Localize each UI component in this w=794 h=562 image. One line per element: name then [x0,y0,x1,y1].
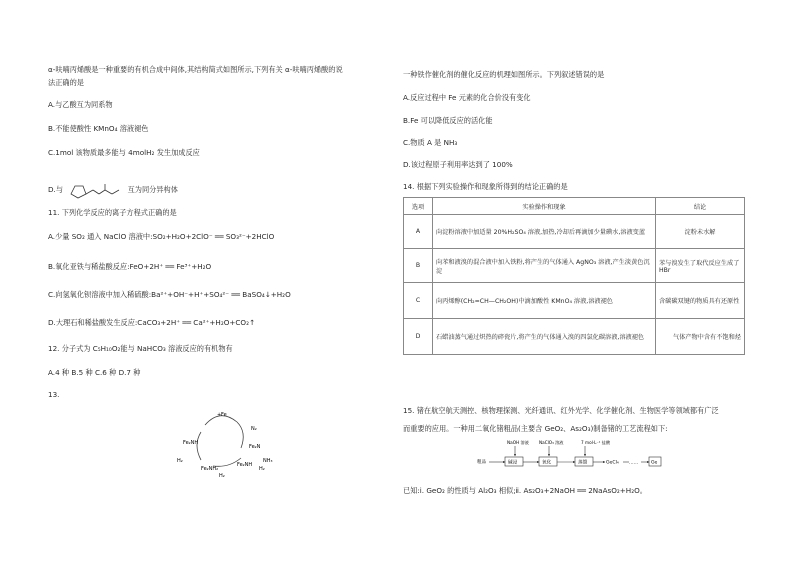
table-cell-operation: 石蜡油蒸气通过炽热的碎瓷片,将产生的气体通入溴的四氯化碳溶液,溶液褪色 [433,319,656,355]
table-header-operation: 实验操作和现象 [433,198,656,215]
cycle-n2-label: N₂ [251,426,257,432]
flow-end-ge: Ge [651,460,658,466]
cycle-bottom-mid-label: Fe₂NH₂ [201,466,219,472]
cycle-right-upper-label: Fe₂N [249,444,261,450]
q10-stem-line2: 法正确的是 [48,78,84,87]
q13-stem: 一种铁作催化剂的催化反应的机理如图所示。下列叙述错误的是 [403,70,605,79]
table-cell-option: A [404,215,433,249]
cycle-left-upper-label: Fe₂NH [183,440,199,446]
table-cell-conclusion: 含碳碳双键的物质具有还原性 [656,283,745,319]
flow-step-distillation: 蒸馏 [578,460,588,466]
q13-option-b: B.Fe 可以降低反应的活化能 [403,116,493,125]
cycle-nh3-label: NH₃ [263,458,273,464]
cycle-top-prefix: + [217,412,222,418]
q12-options: A.4 种 B.5 种 C.6 种 D.7 种 [48,368,141,377]
q11-stem: 11. 下列化学反应的离子方程式正确的是 [48,208,177,217]
table-cell-option: D [404,319,433,355]
flow-product-gecl4: GeCl₄ [606,460,619,466]
cycle-arc-right [237,422,243,448]
cycle-bottom-right-label: Fe₂NH [237,462,253,468]
table-row [404,319,745,355]
table-row [404,283,745,319]
table-cell-operation: 向丙烯醇(CH₂=CH—CH₂OH)中滴加酸性 KMnO₄ 溶液,溶液褪色 [433,283,656,319]
flow-reagent-naclo3: NaClO₃ 溶液 [539,440,564,445]
process-flow-diagram [473,438,673,474]
flow-start: 粗品 [477,460,487,465]
q13-option-c: C.物质 A 是 NH₃ [403,138,458,147]
cycle-h2-left-label: H₂ [177,458,183,464]
table-header-conclusion: 结论 [656,198,745,215]
table-cell-conclusion: 苯与溴发生了取代反应生成了 HBr [656,249,745,283]
table-cell-conclusion: 淀粉未水解 [656,215,745,249]
experiment-table [403,197,745,355]
table-cell-option: C [404,283,433,319]
q11-option-d: D.大理石和稀盐酸发生反应:CaCO₃+2H⁺ ══ Ca²⁺+H₂O+CO₂↑ [48,318,255,327]
table-cell-option: B [404,249,433,283]
table-row [404,215,745,249]
q11-option-b: B.氧化亚铁与稀盐酸反应:FeO+2H⁺ ══ Fe³⁺+H₂O [48,262,212,271]
flow-reagent-naoh: NaOH 溶液 [507,440,529,445]
q11-option-c: C.向氢氧化钡溶液中加入稀硫酸:Ba²⁺+OH⁻+H⁺+SO₄²⁻ ══ BaSO₄↓+H₂O [48,290,291,299]
flow-step-alkali-leach: 碱浸 [508,460,518,466]
cycle-h2-right-label: H₂ [259,466,265,472]
q10-option-d-prefix: D.与 [48,185,64,194]
q15-stem-line2: 而重要的应用。一种用二氧化锗粗品(主要含 GeO₂、As₂O₃)制备锗的工艺流程如下: [403,424,668,433]
table-header-row [404,198,745,215]
q13-number: 13. [48,390,60,399]
q15-stem-line1: 15. 锗在航空航天测控、核物理探测、光纤通讯、红外光学、化学催化剂、生物医学等领域都有广泛 [403,406,719,415]
table-header-option: 选项 [404,198,433,215]
q12-stem: 12. 分子式为 C₅H₁₀O₂能与 NaHCO₃ 溶液反应的有机物有 [48,344,233,353]
q10-option-a: A.与乙酸互为同系物 [48,100,113,109]
q10-option-c: C.1mol 该物质最多能与 4molH₂ 发生加成反应 [48,148,200,157]
table-row [404,249,745,283]
q11-option-a: A.少量 SO₂ 通入 NaClO 溶液中:SO₂+H₂O+2ClO⁻ ══ SO₃²⁻+2HClO [48,232,275,241]
q14-stem: 14. 根据下列实验操作和现象所得到的结论正确的是 [403,182,568,191]
q10-option-b: B.不能使酸性 KMnO₄ 溶液褪色 [48,124,149,133]
table-cell-operation: 向苯和液溴的混合液中加入铁粉,将产生的气体通入 AgNO₃ 溶液,产生淡黄色沉淀 [433,249,656,283]
catalytic-cycle-diagram [175,400,275,480]
q15-known: 已知:ⅰ. GeO₂ 的性质与 Al₂O₃ 相似;ⅱ. As₂O₃+2NaOH ══ 2NaAsO₂+H₂O。 [403,486,647,495]
furan-structure-figure [67,180,123,200]
flow-dots: …… [629,460,639,466]
cycle-h2-bottom-label: H₂ [219,473,225,479]
cycle-arc-left [197,432,201,460]
cycle-fe-label: Fe [221,412,227,418]
flow-reagent-hcl: 7 mol·L⁻¹ 盐酸 [581,440,611,445]
q10-option-d-suffix: 互为同分异构体 [127,185,178,194]
q13-option-d: D.该过程原子利用率达到了 100% [403,160,513,169]
table-cell-operation: 向淀粉溶液中加适量 20%H₂SO₄ 溶液,加热,冷却后再滴加少量碘水,溶液变蓝 [433,215,656,249]
q10-option-d [48,180,178,200]
table-cell-conclusion: 气体产物中含有不饱和烃 [656,319,745,355]
q13-option-a: A.反应过程中 Fe 元素的化合价没有变化 [403,93,531,102]
q10-stem-line1: α-呋喃丙烯酸是一种重要的有机合成中间体,其结构简式如图所示,下列有关 α-呋喃丙烯酸的说 [48,65,343,74]
flow-step-oxidation: 氧化 [542,460,552,466]
